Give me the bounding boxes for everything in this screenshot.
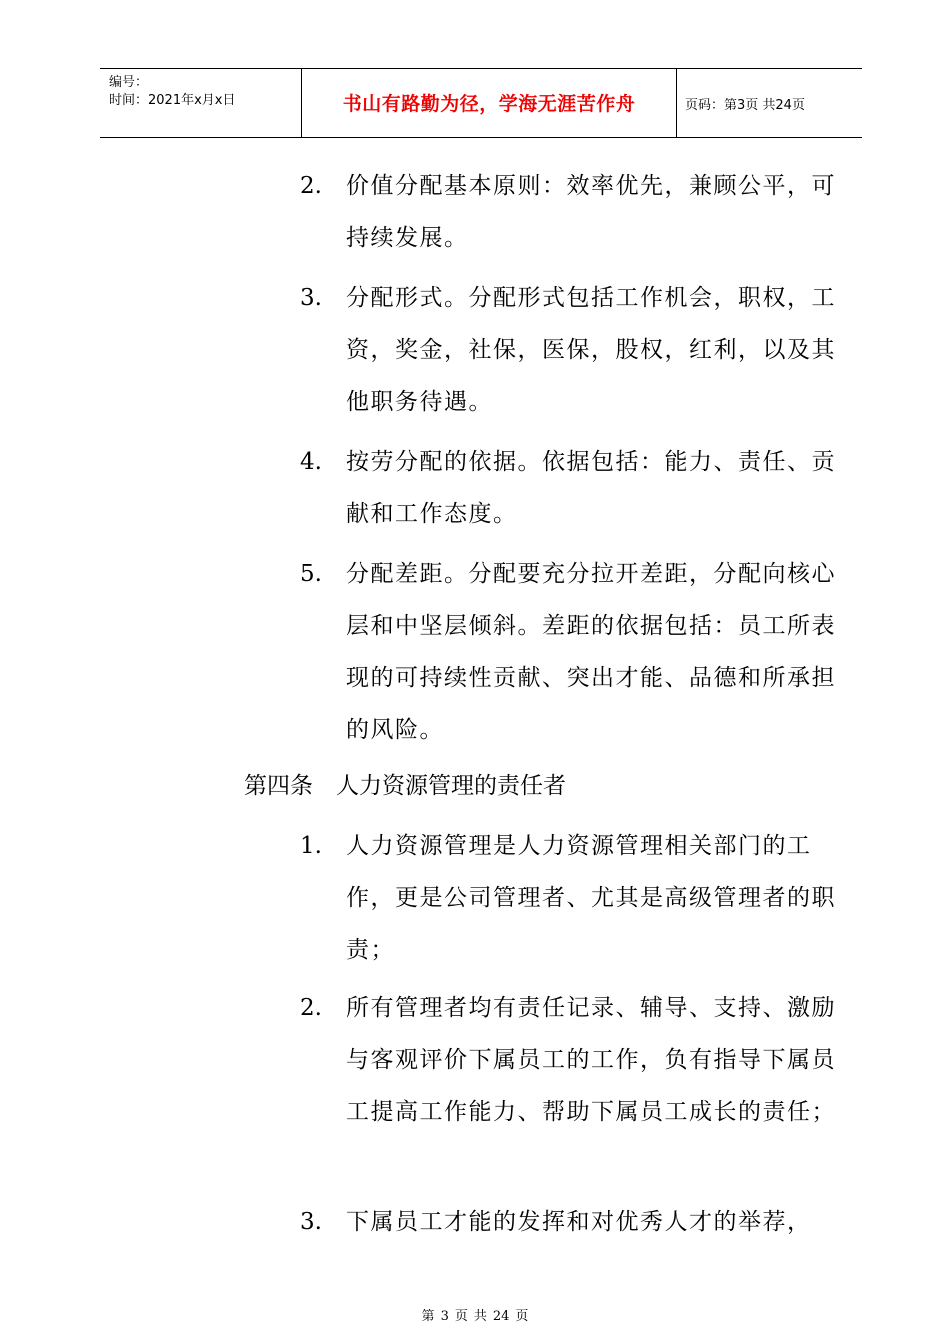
footer-di: 第: [421, 1309, 435, 1324]
footer-ye: 页: [454, 1309, 468, 1324]
page-header: [100, 68, 862, 138]
footer-page-number: 3: [440, 1309, 449, 1324]
list-item-text: 价值分配基本原则：效率优先，兼顾公平，可持续发展。: [346, 173, 836, 251]
list-item-text: 下属员工才能的发挥和对优秀人才的举荐，: [346, 1209, 812, 1235]
page-info: 页码：第3页 共24页: [685, 98, 805, 113]
list-item-number: 3.: [300, 285, 322, 311]
list-item-number: 2.: [300, 995, 322, 1021]
list-item-number: 3.: [300, 1209, 322, 1235]
footer-total-pages: 24: [492, 1309, 510, 1324]
list-item-text: 分配差距。分配要充分拉开差距，分配向核心层和中坚层倾斜。差距的依据包括：员工所表现的可持续性贡献、突出才能、品德和所承担的风险。: [346, 561, 836, 743]
motto: 书山有路勤为径，学海无涯苦作舟: [342, 93, 636, 115]
article-heading: 第四条 人力资源管理的责任者: [244, 773, 566, 799]
header-right-cell: [676, 69, 862, 137]
list-item-text: 按劳分配的依据。依据包括：能力、责任、贡献和工作态度。: [346, 449, 836, 527]
footer-gong: 共: [473, 1309, 487, 1324]
footer-ye: 页: [515, 1309, 529, 1324]
number-label: 编号：: [109, 75, 149, 90]
header-left-cell: [100, 69, 300, 137]
list-item-number: 2.: [300, 173, 322, 199]
list-item-text: 所有管理者均有责任记录、辅导、支持、激励与客观评价下属员工的工作，负有指导下属员工提高工作能力、帮助下属员工成长的责任；: [346, 995, 836, 1125]
list-item-number: 4.: [300, 449, 322, 475]
page-footer: [0, 1305, 950, 1324]
header-motto-cell: [301, 69, 677, 137]
list-item-text: 人力资源管理是人力资源管理相关部门的工作，更是公司管理者、尤其是高级管理者的职责；: [346, 833, 836, 963]
list-item-text: 分配形式。分配形式包括工作机会，职权，工资，奖金，社保，医保，股权，红利，以及其他职务待遇。: [346, 285, 836, 415]
list-item-number: 1.: [300, 833, 322, 859]
list-item-number: 5.: [300, 561, 322, 587]
time-label: 时间：2021年x月x日: [109, 93, 236, 108]
